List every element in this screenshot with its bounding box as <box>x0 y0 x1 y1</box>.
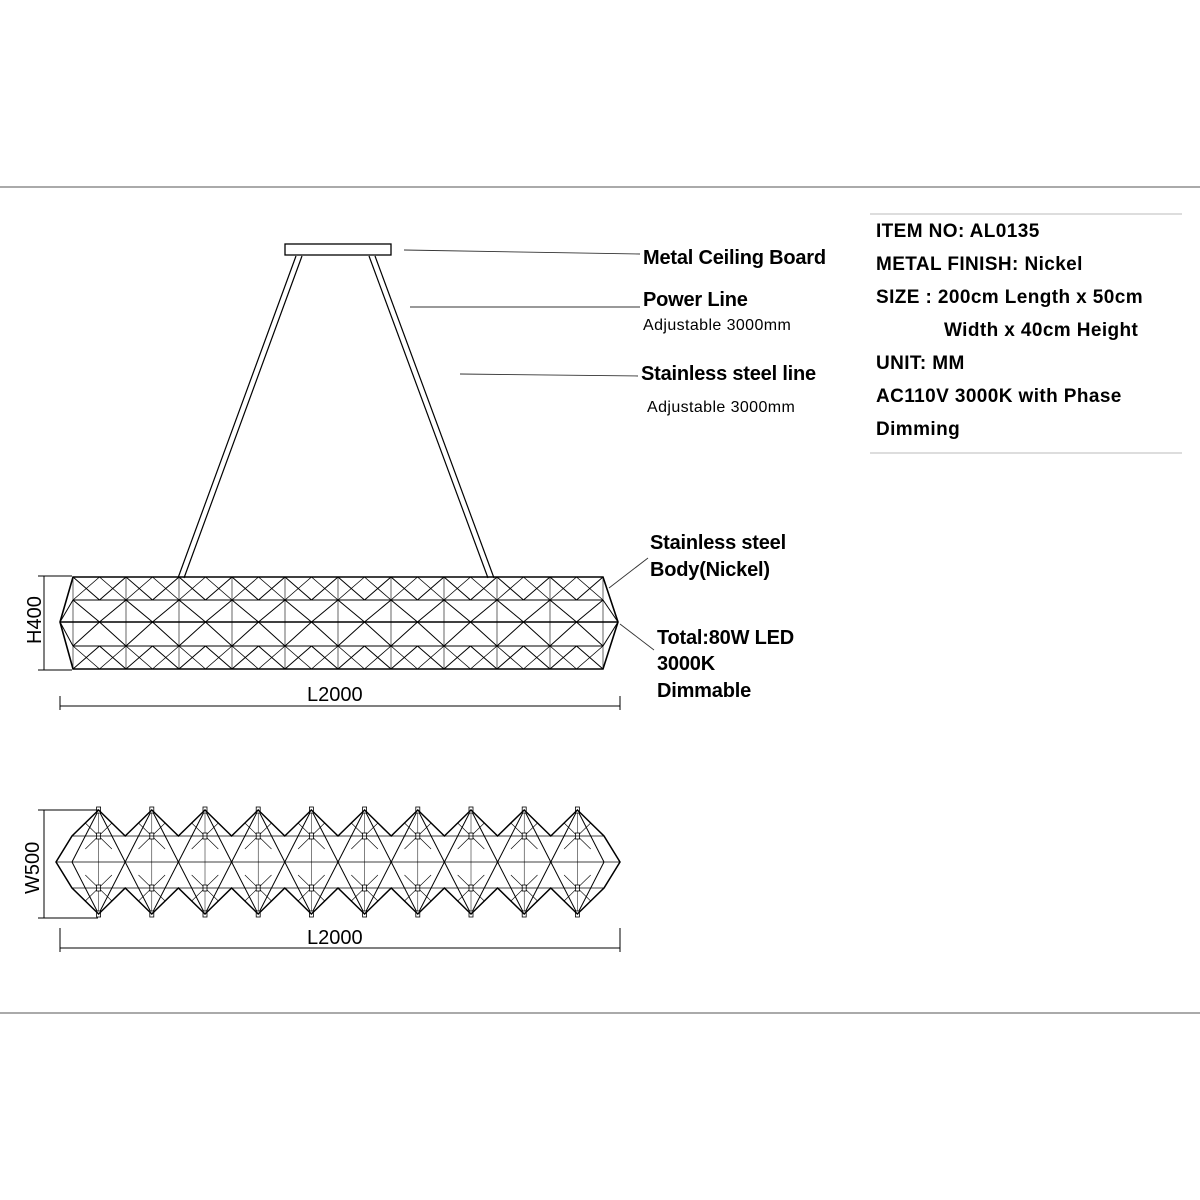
fixture-side-elevation <box>60 577 618 669</box>
dimension-side-length: L2000 <box>307 684 363 706</box>
dimension-lines <box>38 576 620 952</box>
label-power-line-adjustable: Adjustable 3000mm <box>643 317 792 334</box>
spec-unit: UNIT: MM <box>876 353 965 374</box>
spec-size-line-2: Width x 40cm Height <box>944 320 1139 341</box>
label-led-power: Total:80W LED <box>657 627 795 649</box>
label-led-color-temp: 3000K <box>657 653 715 675</box>
spec-item-number: ITEM NO: AL0135 <box>876 221 1040 242</box>
label-body-finish: Body(Nickel) <box>650 559 770 581</box>
dimension-top-length: L2000 <box>307 927 363 949</box>
dimension-top-width: W500 <box>22 841 44 894</box>
spec-size-line-1: SIZE : 200cm Length x 50cm <box>876 287 1143 308</box>
label-stainless-steel-line: Stainless steel line <box>641 363 816 385</box>
spec-electrical-line-1: AC110V 3000K with Phase <box>876 386 1122 407</box>
leader-lines <box>404 250 654 650</box>
spec-electrical-line-2: Dimming <box>876 419 961 440</box>
label-ceiling-board: Metal Ceiling Board <box>643 247 826 269</box>
ceiling-board <box>285 244 391 255</box>
dimension-side-height: H400 <box>24 596 46 644</box>
label-power-line: Power Line <box>643 289 748 311</box>
label-steel-line-adjustable: Adjustable 3000mm <box>647 399 796 416</box>
label-body-material: Stainless steel <box>650 532 786 554</box>
fixture-top-plan <box>56 807 620 917</box>
label-led-dimmable: Dimmable <box>657 680 751 702</box>
suspension-cables <box>178 256 494 578</box>
spec-metal-finish: METAL FINISH: Nickel <box>876 254 1083 275</box>
